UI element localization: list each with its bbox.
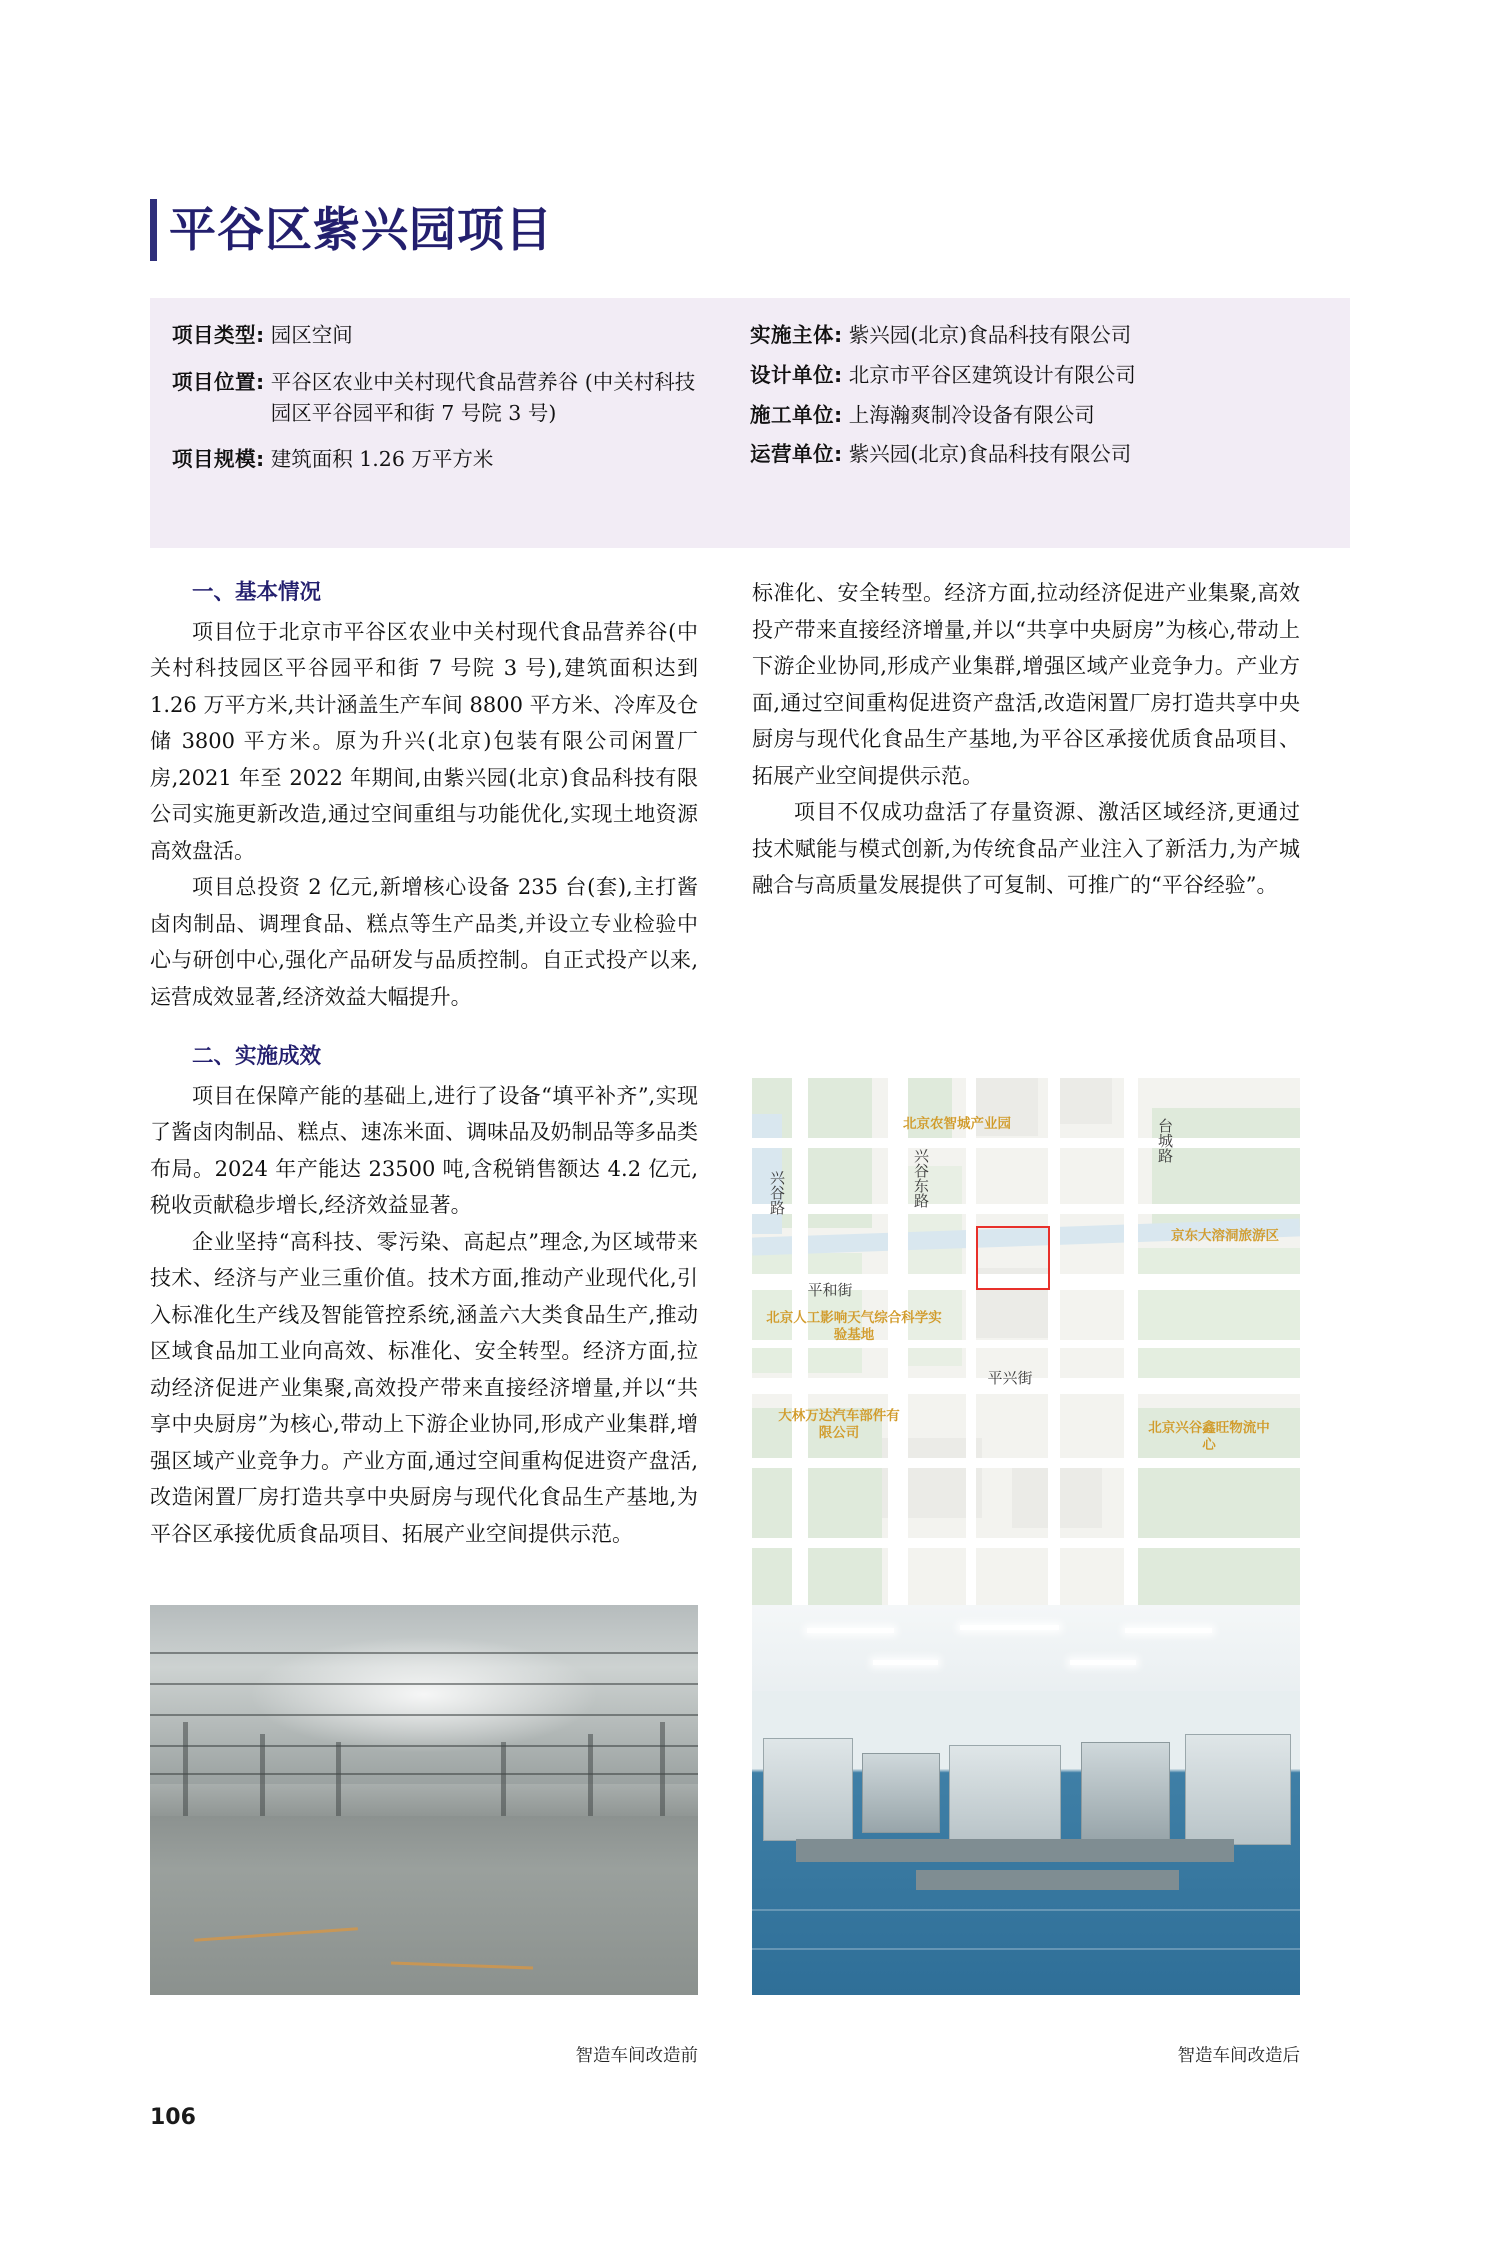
photo-before-renovation <box>150 1605 698 1995</box>
info-label: 运营单位: <box>750 442 843 467</box>
info-value: 园区空间 <box>270 323 353 347</box>
title-text: 平谷区紫兴园项目 <box>169 202 553 258</box>
info-column-right <box>750 320 1330 479</box>
info-row-project-type <box>172 320 732 351</box>
map-label-road-xinggu: 兴谷路 <box>768 1170 786 1215</box>
info-value: 紫兴园(北京)食品科技有限公司 <box>848 323 1132 347</box>
info-row-project-scale <box>172 444 732 475</box>
info-label: 施工单位: <box>750 402 843 427</box>
project-info-box <box>150 298 1350 548</box>
paragraph-effect-2-cont: 标准化、安全转型。经济方面,拉动经济促进产业集聚,高效投产带来直接经济增量,并以“共享中央厨房”为核心,带动上下游企业协同,形成产业集群,增强区域产业竞争力。产业方面,通过空间重构促进资产盘活,改造闲置厂房打造共享中央厨房与现代化食品生产基地,为平谷区承接优质食品项目、拓展产业空间提供示范。 <box>752 581 1300 788</box>
paragraph-basic-1: 项目位于北京市平谷区农业中关村现代食品营养谷(中关村科技园区平谷园平和街 7 号院 3 号),建筑面积达到 1.26 万平方米,共计涵盖生产车间 8800 平方米、冷库及仓储 3800 平方米。原为升兴(北京)包装有限公司闲置厂房,2021 年至 2022 年期间,由紫兴园(北京)食品科技有限公司实施更新改造,通过空间重组与功能优化,实现土地资源高效盘活。 <box>150 619 698 863</box>
info-label: 实施主体: <box>750 323 843 347</box>
info-label: 项目规模: <box>172 447 265 472</box>
page-number: 106 <box>150 2105 196 2130</box>
info-value: 上海瀚爽制冷设备有限公司 <box>848 402 1095 427</box>
photo-caption-after: 智造车间改造后 <box>1177 2046 1300 2066</box>
info-value: 北京市平谷区建筑设计有限公司 <box>848 362 1136 387</box>
paragraph-effect-3: 项目不仅成功盘活了存量资源、激活区域经济,更通过技术赋能与模式创新,为传统食品产业注入了新活力,为产城融合与高质量发展提供了可复制、可推广的“平谷经验”。 <box>752 800 1300 897</box>
location-map <box>752 1078 1300 1608</box>
info-row-project-location <box>172 367 732 429</box>
info-value: 建筑面积 1.26 万平方米 <box>270 447 494 472</box>
info-row-implementer <box>750 320 1330 351</box>
map-label-road-pinghe: 平和街 <box>807 1281 853 1299</box>
project-site-highlight <box>976 1226 1050 1290</box>
map-label-road-taicheng: 台城路 <box>1156 1118 1174 1163</box>
info-column-left <box>172 320 732 491</box>
map-label-poi-rongdong: 京东大溶洞旅游区 <box>1171 1228 1279 1244</box>
paragraph-effect-2: 企业坚持“高科技、零污染、高起点”理念,为区域带来技术、经济与产业三重价值。技术方面,推动产业现代化,引入标准化生产线及智能管控系统,涵盖六大类食品生产,推动区域食品加工业向高效、标准化、安全转型。经济方面,拉动经济促进产业集聚,高效投产带来直接经济增量,并以“共享中央厨房”为核心,带动上下游企业协同,形成产业集群,增强区域产业竞争力。产业方面,通过空间重构促进资产盘活,改造闲置厂房打造共享中央厨房与现代化食品生产基地,为平谷区承接优质食品项目、拓展产业空间提供示范。 <box>150 1229 698 1546</box>
info-row-designer <box>750 360 1330 391</box>
map-label-road-pingxing: 平兴街 <box>987 1369 1033 1387</box>
info-value: 紫兴园(北京)食品科技有限公司 <box>848 442 1132 467</box>
photo-caption-before: 智造车间改造前 <box>575 2046 698 2066</box>
map-label-poi: 北京农智城产业园 <box>903 1116 1011 1132</box>
paragraph-effect-1: 项目在保障产能的基础上,进行了设备“填平补齐”,实现了酱卤肉制品、糕点、速冻米面、调味品及奶制品等多品类布局。2024 年产能达 23500 吨,含税销售额达 4.2 亿元,税收贡献稳步增长,经济效益显著。 <box>150 1083 698 1217</box>
map-label-poi-weather: 北京人工影响天气综合科学实验基地 <box>766 1310 942 1343</box>
paragraph-basic-2: 项目总投资 2 亿元,新增核心设备 235 台(套),主打酱卤肉制品、调理食品、糕点等生产品类,并设立专业检验中心与研创中心,强化产品研发与品质控制。自正式投产以来,运营成效显著,经济效益大幅提升。 <box>150 875 698 1009</box>
info-value: 平谷区农业中关村现代食品营养谷 (中关村科技园区平谷园平和街 7 号院 3 号) <box>270 369 696 425</box>
section-heading-basic: 一、基本情况 <box>192 580 322 605</box>
info-label: 设计单位: <box>750 362 843 387</box>
map-label-poi-logistics: 北京兴谷鑫旺物流中心 <box>1148 1420 1270 1453</box>
photo-after-renovation <box>752 1605 1300 1995</box>
info-row-operator <box>750 439 1330 470</box>
title-accent-bar <box>150 199 157 261</box>
info-label: 项目类型: <box>172 323 265 347</box>
map-label-road-xinggudong: 兴谷东路 <box>912 1148 930 1208</box>
section-heading-effect: 二、实施成效 <box>192 1044 322 1069</box>
info-label: 项目位置: <box>172 369 265 394</box>
info-row-constructor <box>750 400 1330 431</box>
body-column-right <box>752 575 1300 904</box>
body-column-left <box>150 575 698 1552</box>
page-title <box>150 190 1350 270</box>
map-label-poi-dalin: 大林万达汽车部件有限公司 <box>778 1408 900 1441</box>
